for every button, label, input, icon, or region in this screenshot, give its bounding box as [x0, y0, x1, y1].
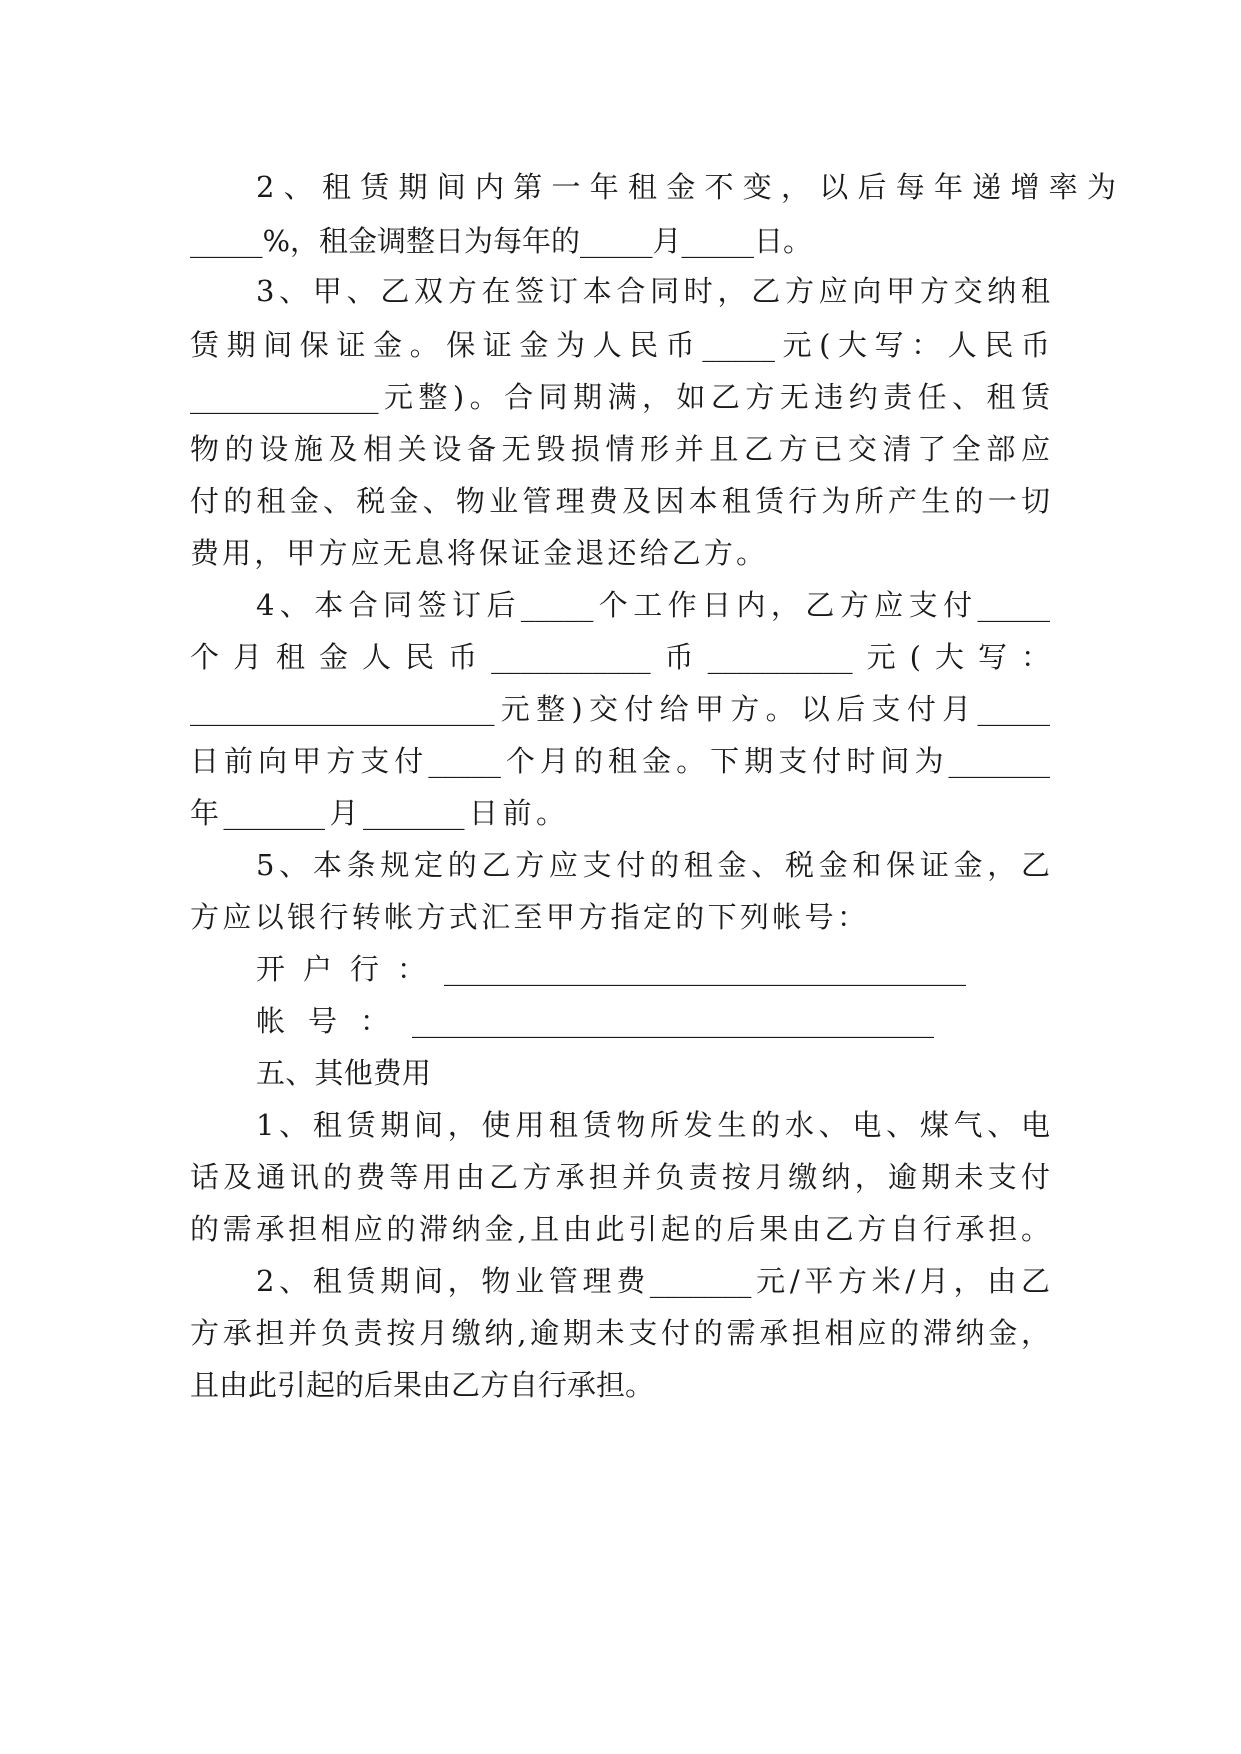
clause-5-2-line-3: 且由此引起的后果由乙方自行承担。 — [190, 1368, 655, 1402]
clause-4-3-line-2: 赁期间保证金。保证金为人民币_____元(大写：人民币 — [190, 328, 1050, 362]
clause-4-4-line-1: 4、本合同签订后_____个工作日内，乙方应支付_____ — [256, 588, 1050, 622]
clause-4-3-line-4: 物的设施及相关设备无毁损情形并且乙方已交清了全部应 — [190, 432, 1050, 466]
clause-5-1-line-1: 1、租赁期间，使用租赁物所发生的水、电、煤气、电 — [256, 1108, 1050, 1142]
clause-5-1-line-2: 话及通讯的费等用由乙方承担并负责按月缴纳，逾期未支付 — [190, 1160, 1050, 1194]
clause-4-4-line-3: _____________________元整)交付给甲方。以后支付月_____ — [190, 692, 1050, 726]
clause-4-3-line-6: 费用，甲方应无息将保证金退还给乙方。 — [190, 536, 765, 570]
clause-4-2-line-1: 2、租赁期间内第一年租金不变，以后每年递增率为 — [256, 170, 1116, 204]
clause-4-3-line-3: _____________元整)。合同期满，如乙方无违约责任、租赁 — [190, 380, 1050, 414]
account-number-field: 帐号：____________________________________ — [256, 1004, 934, 1038]
clause-4-4-line-5: 年_______月_______日前。 — [190, 796, 565, 830]
clause-4-3-line-5: 付的租金、税金、物业管理费及因本租赁行为所产生的一切 — [190, 484, 1050, 518]
clause-4-4-line-2: 个月租金人民币___________币__________元(大写： — [190, 640, 1050, 674]
clause-4-4-line-4: 日前向甲方支付_____个月的租金。下期支付时间为_______ — [190, 744, 1050, 778]
clause-5-1-line-3: 的需承担相应的滞纳金,且由此引起的后果由乙方自行承担。 — [190, 1212, 1050, 1246]
bank-name-field: 开户行：____________________________________ — [256, 952, 966, 986]
clause-4-3-line-1: 3、甲、乙双方在签订本合同时，乙方应向甲方交纳租 — [256, 274, 1050, 308]
clause-5-2-line-2: 方承担并负责按月缴纳,逾期未支付的需承担相应的滞纳金， — [190, 1316, 1050, 1350]
section-5-heading: 五、其他费用 — [256, 1056, 431, 1090]
clause-4-5-line-2: 方应以银行转帐方式汇至甲方指定的下列帐号： — [190, 900, 866, 934]
clause-4-5-line-1: 5、本条规定的乙方应支付的租金、税金和保证金，乙 — [256, 848, 1050, 882]
clause-5-2-line-1: 2、租赁期间，物业管理费_______元/平方米/月，由乙 — [256, 1264, 1050, 1298]
clause-4-2-line-2: _____%，租金调整日为每年的_____月_____日。 — [190, 224, 813, 258]
